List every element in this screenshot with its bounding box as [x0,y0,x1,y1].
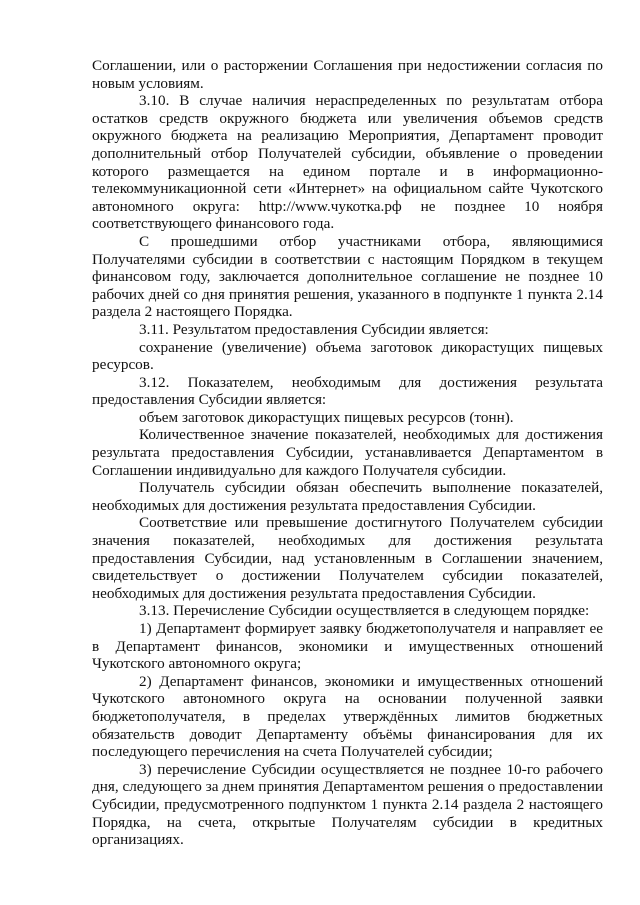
paragraph-3-13: 3.13. Перечисление Субсидии осуществляется в следующем порядке: [139,602,590,620]
paragraph-additional-agreement: С прошедшими отбор участниками отбора, являющимися Получателями субсидии в соответствии с настоящим Порядком в текущем финансовом году, заключается дополнительное соглашение не позднее 10 рабочих дней со дня принятия решения, указанного в подпункте 1 пункта 2.14 раздела 2 настоящего Порядка. [92,232,603,321]
paragraph-compliance: Соответствие или превышение достигнутого Получателем субсидии значения показателей, необходимых для достижения результата предоставления Субсидии, над установленным в Соглашении значением, свидетельствует о достижении Получателем субсидии показателей, необходимых для достижения результата предоставления Субсидии. [92,514,603,602]
paragraph-3-11: 3.11. Результатом предоставления Субсидии является: [139,320,489,338]
paragraph-3-12: 3.12. Показателем, необходимым для достижения результата предоставления Субсидии является: [92,373,603,409]
paragraph-recipient-obligation: Получатель субсидии обязан обеспечить выполнение показателей, необходимых для достижения результата предоставления Субсидии. [92,479,603,514]
paragraph-result-description: сохранение (увеличение) объема заготовок дикорастущих пищевых ресурсов. [92,338,603,374]
list-item-3: 3) перечисление Субсидии осуществляется не позднее 10-го рабочего дня, следующего за днем принятия Департаментом решения о предоставлении Субсидии, предусмотренного подпунктом 1 пункта 2.14 раздела 2 настоящего Порядка, на счета, открытые Получателям субсидии в кредитных организациях. [92,760,603,849]
paragraph-quantitative-value: Количественное значение показателей, необходимых для достижения результата предоставления Субсидии, устанавливается Департаментом в Соглашении индивидуально для каждого Получателя субсидии. [92,426,603,479]
list-item-2: 2) Департамент финансов, экономики и имущественных отношений Чукотского автономного округа на основании полученной заявки бюджетополучателя, в пределах утверждённых лимитов бюджетных обязательств доводит Департаменту объёмы финансирования для их последующего перечисления на счета Получателей субсидии; [92,672,603,761]
paragraph-agreement-termination: Соглашении, или о расторжении Соглашения при недостижении согласия по новым условиям. [92,57,603,92]
paragraph-3-10: 3.10. В случае наличия нераспределенных по результатам отбора остатков средств окружного бюджета или увеличения объемов средств окружного бюджета на реализацию Мероприятия, Департамент проводит дополнительный отбор Получателей субсидии, объявление о проведении которого размещается на едином портале и в информационно-телекоммуникационной сети «Интернет» на официальном сайте Чукотского автономного округа: http://www.чукотка.рф не позднее 10 ноября соответствующего финансового года. [92,92,603,233]
document-page [92,57,603,849]
list-item-1: 1) Департамент формирует заявку бюджетополучателя и направляет ее в Департамент финансов, экономики и имущественных отношений Чукотского автономного округа; [92,620,603,673]
paragraph-indicator-description: объем заготовок дикорастущих пищевых ресурсов (тонн). [139,408,514,426]
